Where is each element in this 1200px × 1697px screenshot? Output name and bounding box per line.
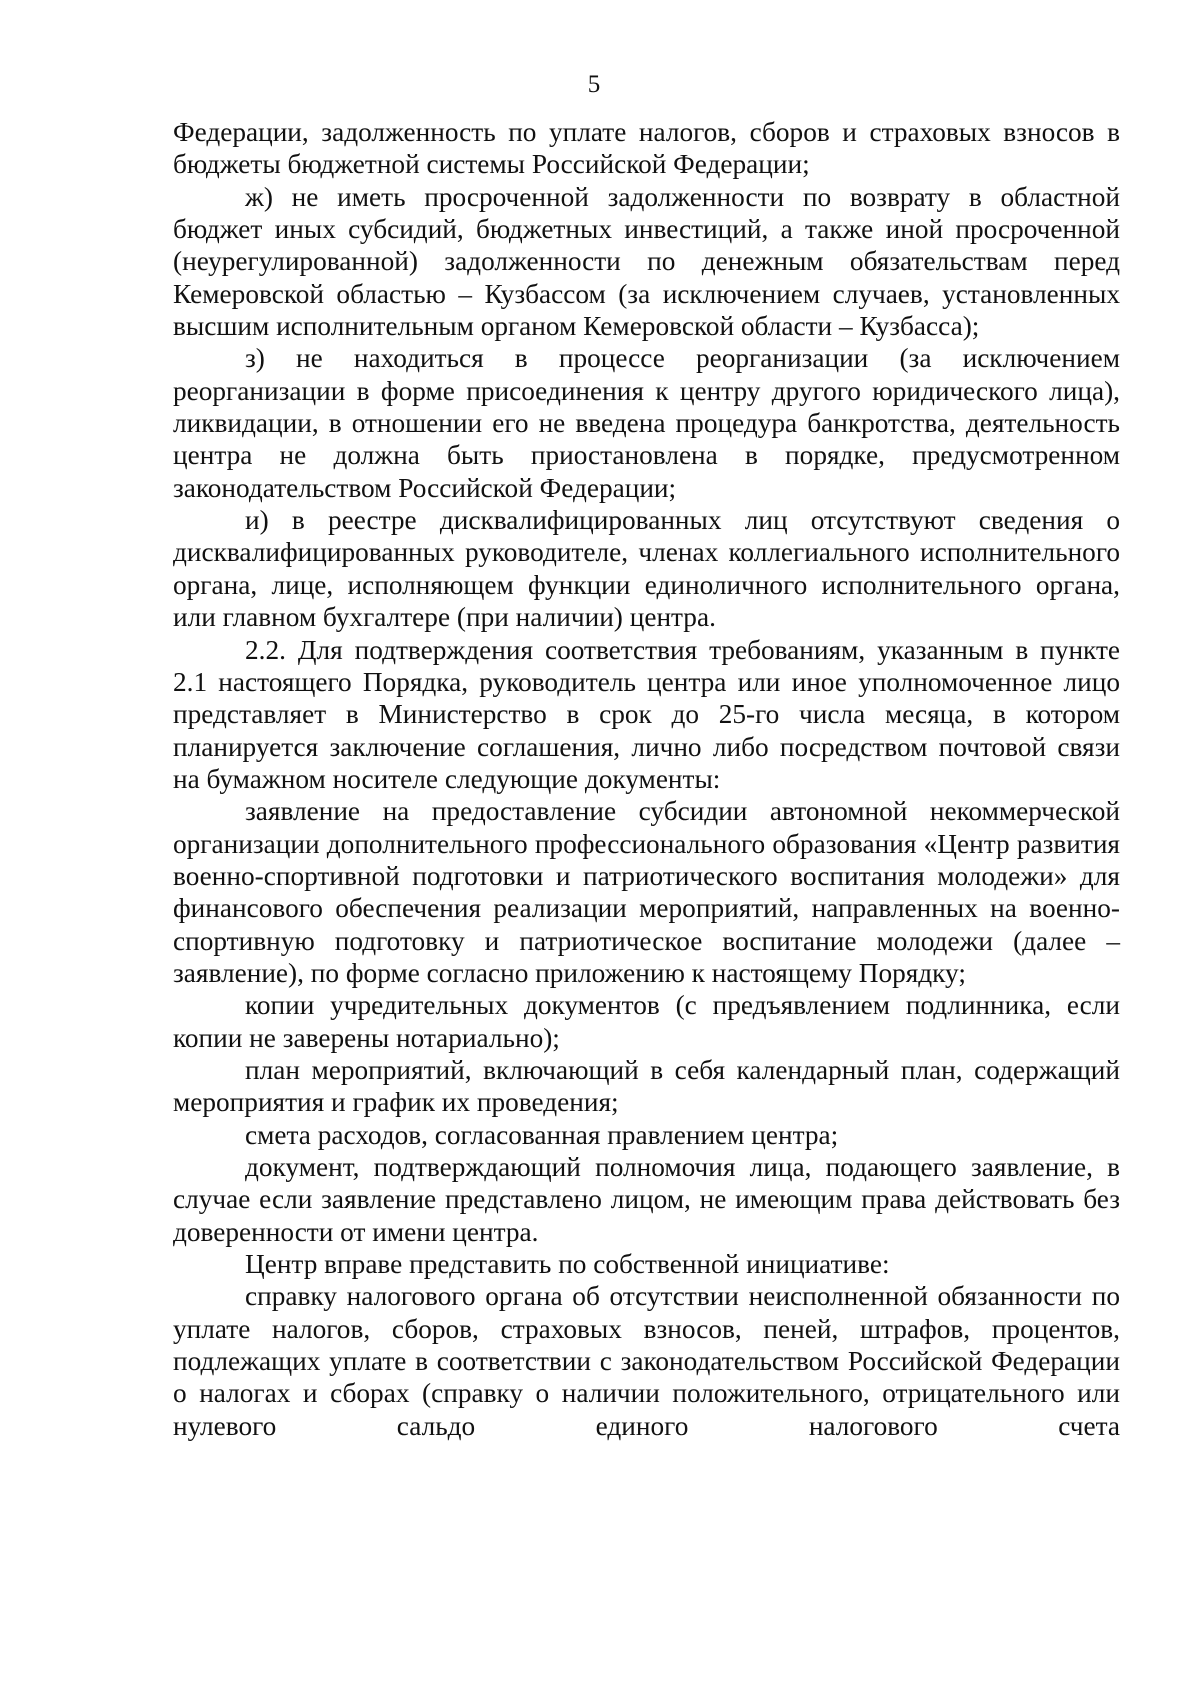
paragraph-item-z: з) не находиться в процессе реорганизации (за исключением реорганизации в форме присоединения к центру другого юридического лица), ликвидации, в отношении его не введена процедура банкротства, деятельность центра не должна быть приостановлена в порядке, предусмотренном законодательством Российской Федерации; <box>173 343 1120 503</box>
paragraph-tax-certificate: справку налогового органа об отсутствии неисполненной обязанности по уплате налогов, сборов, страховых взносов, пеней, штрафов, процентов, подлежащих уплате в соответствии с законодательством Российской Федерации о налогах и сборах (справку о наличии положительного, отрицательного или нулевого сальдо единого налогового счета <box>173 1281 1120 1441</box>
paragraph-founding-documents: копии учредительных документов (с предъявлением подлинника, если копии не заверены нотариально); <box>173 990 1120 1053</box>
paragraph-continuation: Федерации, задолженность по уплате налогов, сборов и страховых взносов в бюджеты бюджетной системы Российской Федерации; <box>173 117 1120 180</box>
paragraph-item-zh: ж) не иметь просроченной задолженности по возврату в областной бюджет иных субсидий, бюджетных инвестиций, а также иной просроченной (неурегулированной) задолженности по денежным обязательствам перед Кемеровской областью – Кузбассом (за исключением случаев, установленных высшим исполнительным органом Кемеровской области – Кузбасса); <box>173 181 1120 342</box>
document-body <box>173 116 1120 1442</box>
paragraph-event-plan: план мероприятий, включающий в себя календарный план, содержащий мероприятия и график их проведения; <box>173 1054 1120 1118</box>
paragraph-optional-intro: Центр вправе представить по собственной инициативе: <box>245 1249 890 1280</box>
paragraph-application-form: заявление на предоставление субсидии автономной некоммерческой организации дополнительного профессионального образования «Центр развития военно-спортивной подготовки и патриотического воспитания молодежи» для финансового обеспечения реализации мероприятий, направленных на военно-спортивную подготовку и патриотическое воспитание молодежи (далее – заявление), по форме согласно приложению к настоящему Порядку; <box>173 796 1120 988</box>
paragraph-authority-document: документ, подтверждающий полномочия лица, подающего заявление, в случае если заявление представлено лицом, не имеющим права действовать без доверенности от имени центра. <box>173 1152 1120 1247</box>
paragraph-section-2-2: 2.2. Для подтверждения соответствия требованиям, указанным в пункте 2.1 настоящего Порядка, руководитель центра или иное уполномоченное лицо представляет в Министерство в срок до 25-го числа месяца, в котором планируется заключение соглашения, лично либо посредством почтовой связи на бумажном носителе следующие документы: <box>173 634 1120 794</box>
paragraph-cost-estimate: смета расходов, согласованная правлением центра; <box>245 1119 839 1150</box>
paragraph-item-i: и) в реестре дисквалифицированных лиц отсутствуют сведения о дисквалифицированных руководителе, членах коллегиального исполнительного органа, лице, исполняющем функции единоличного исполнительного органа, или главном бухгалтере (при наличии) центра. <box>173 505 1120 633</box>
page-number: 5 <box>587 71 601 98</box>
